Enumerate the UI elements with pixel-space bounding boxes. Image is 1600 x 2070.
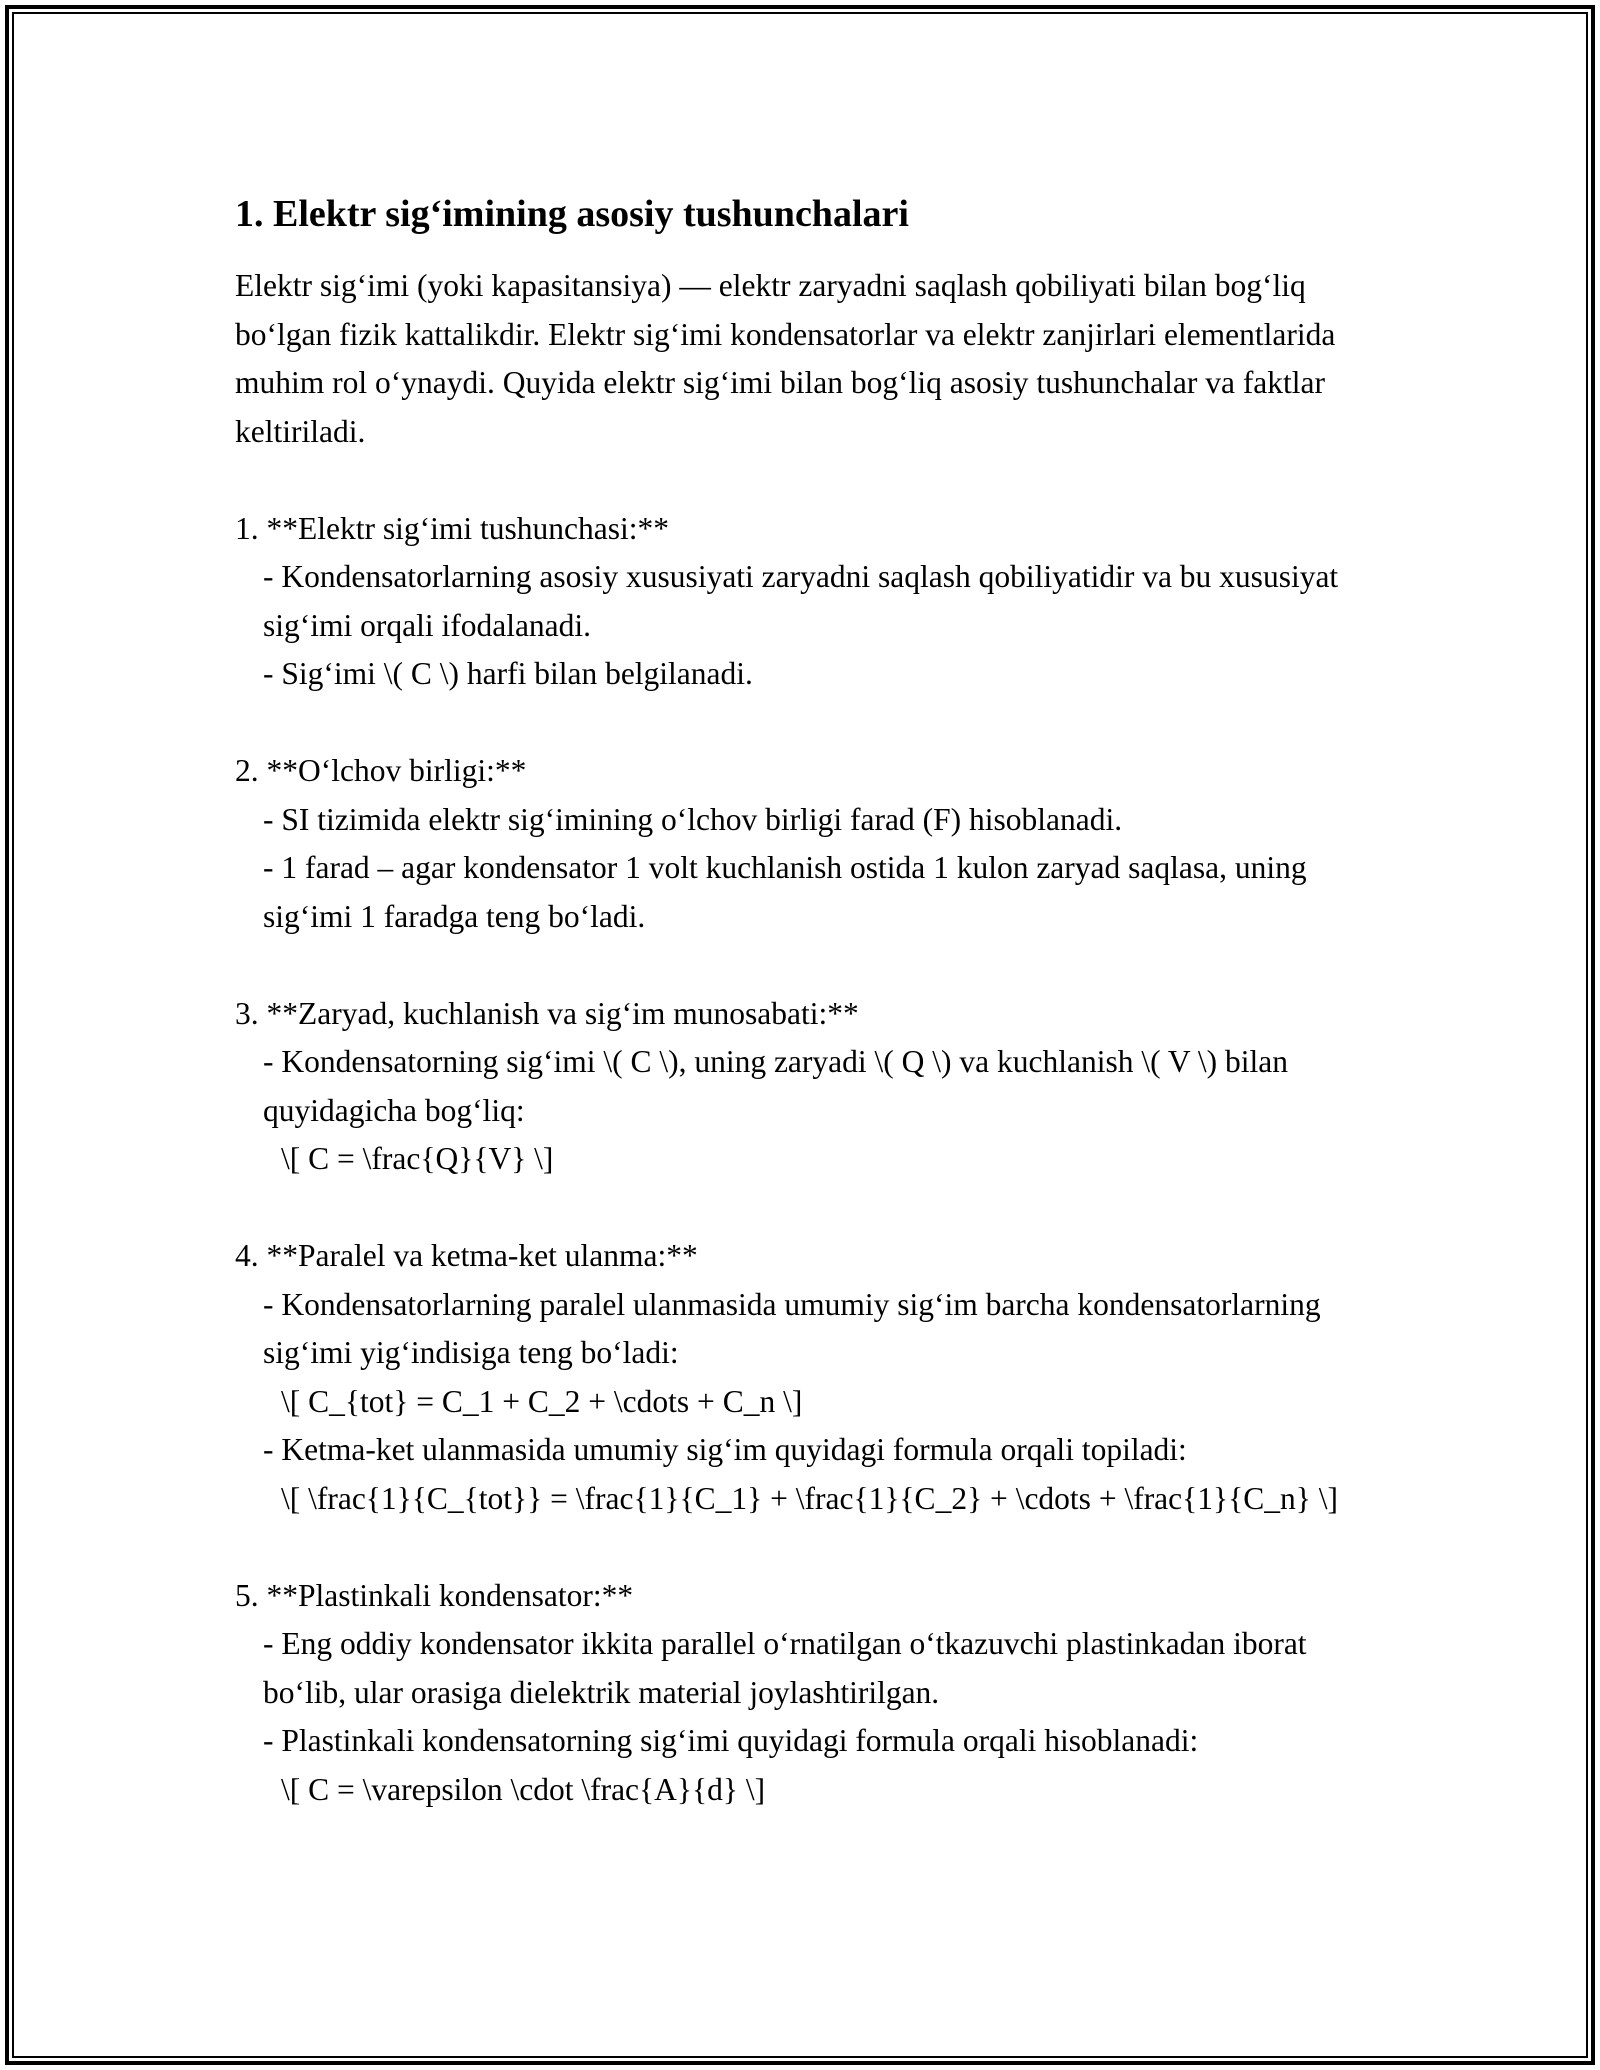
formula: \[ C = \varepsilon \cdot \frac{A}{d} \] — [281, 1771, 766, 1807]
section-title: 1. **Elektr sig‘imi tushunchasi:** — [235, 510, 669, 546]
list-item: - 1 farad – agar kondensator 1 volt kuchlanish ostida 1 kulon zaryad saqlasa, uning sig‘imi 1 faradga teng bo‘ladi. — [263, 850, 1315, 934]
list-item: - Kondensatorlarning asosiy xususiyati zaryadni saqlash qobiliyatidir va bu xususiyat sig‘imi orqali ifodalanadi. — [263, 559, 1347, 643]
list-item: - SI tizimida elektr sig‘imining o‘lchov birligi farad (F) hisoblanadi. — [263, 801, 1123, 837]
section-title: 3. **Zaryad, kuchlanish va sig‘im munosabati:** — [235, 995, 859, 1031]
list-item: - Ketma-ket ulanmasida umumiy sig‘im quyidagi formula orqali topiladi: — [263, 1432, 1187, 1467]
section-charge-voltage-relation — [235, 990, 1375, 1184]
list-item: - Kondensatorning sig‘imi \( C \), uning zaryadi \( Q \) va kuchlanish \( V \) bilan quyidagicha bog‘liq: — [263, 1044, 1296, 1128]
page-title: 1. Elektr sig‘imining asosiy tushunchalari — [235, 193, 909, 235]
section-title: 5. **Plastinkali kondensator:** — [235, 1577, 634, 1613]
section-title: 4. **Paralel va ketma-ket ulanma:** — [235, 1238, 698, 1273]
formula: \[ C_{tot} = C_1 + C_2 + \cdots + C_n \] — [281, 1383, 803, 1419]
intro-paragraph: Elektr sig‘imi (yoki kapasitansiya) — elektr zaryadni saqlash qobiliyati bilan bog‘liq bo‘lgan fizik kattalikdir. Elektr sig‘imi kondensatorlar va elektr zanjirlari elementlarida muhim rol o‘ynaydi. Quyida elektr sig‘imi bilan bog‘liq asosiy tushunchalar va faktlar keltiriladi. — [235, 268, 1336, 449]
formula: \[ \frac{1}{C_{tot}} = \frac{1}{C_1} + \frac{1}{C_2} + \cdots + \frac{1}{C_n} \] — [281, 1480, 1339, 1516]
section-unit — [235, 747, 1375, 941]
list-item: - Plastinkali kondensatorning sig‘imi quyidagi formula orqali hisoblanadi: — [263, 1723, 1199, 1758]
section-parallel-series — [235, 1232, 1375, 1523]
list-item: - Eng oddiy kondensator ikkita parallel o‘rnatilgan o‘tkazuvchi plastinkadan iborat bo‘lib, ular orasiga dielektrik material joylashtirilgan. — [263, 1626, 1315, 1710]
section-plate-capacitor — [235, 1572, 1375, 1815]
list-item: - Sig‘imi \( C \) harfi bilan belgilanadi. — [263, 656, 753, 691]
section-title: 2. **O‘lchov birligi:** — [235, 753, 527, 788]
section-capacitance-concept — [235, 505, 1375, 699]
document-body — [235, 188, 1375, 1814]
list-item: - Kondensatorlarning paralel ulanmasida umumiy sig‘im barcha kondensatorlarning sig‘imi yig‘indisiga teng bo‘ladi: — [263, 1286, 1329, 1370]
formula: \[ C = \frac{Q}{V} \] — [281, 1141, 554, 1176]
